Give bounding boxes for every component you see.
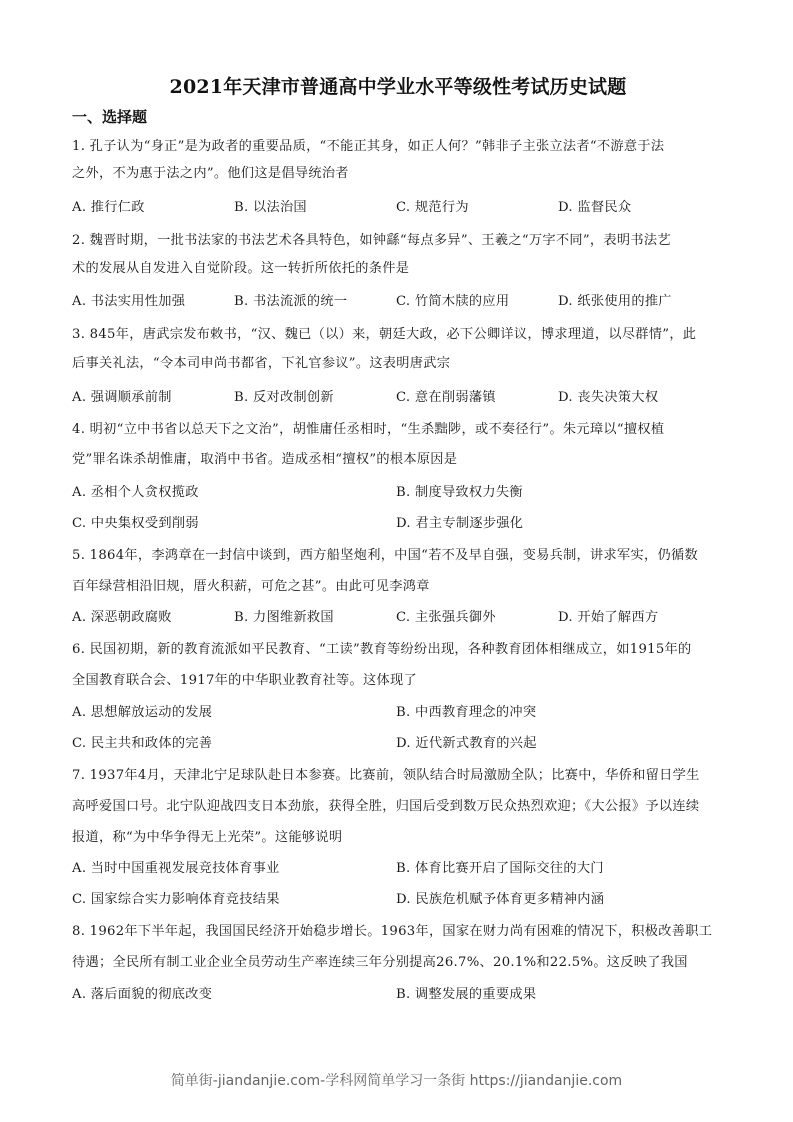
question-5-option-d: D. 开始了解西方: [558, 610, 659, 625]
question-5-line-1: 5. 1864年，李鸿章在一封信中谈到，西方船坚炮利，中国“若不及早自强，变易兵制，讲求军实，仍循数: [72, 548, 698, 563]
question-1-option-a: A. 推行仁政: [72, 200, 145, 215]
question-3-option-a: A. 强调顺承前制: [72, 390, 172, 405]
question-2-option-c: C. 竹简木牍的应用: [396, 294, 510, 309]
question-7-option-b: B. 体育比赛开启了国际交往的大门: [396, 861, 604, 876]
question-7-line-2: 高呼爱国口号。北宁队迎战四支日本劲旅，获得全胜，归国后受到数万民众热烈欢迎；《大公报》予以连续: [72, 799, 700, 814]
question-5-option-a: A. 深恶朝政腐败: [72, 610, 172, 625]
question-8-line-1: 8. 1962年下半年起，我国国民经济开始稳步增长。1963年，国家在财力尚有困难的情况下，积极改善职工: [72, 924, 713, 939]
question-3-option-c: C. 意在削弱藩镇: [396, 390, 496, 405]
page-footer-watermark: 简单街-jiandanjie.com-学科网简单学习一条街 https://jiandanjie.com: [170, 1073, 623, 1089]
question-2-option-b: B. 书法流派的统一: [234, 294, 348, 309]
question-3-line-2: 后事关礼法，“令本司申尚书都省，下礼官参议”。这表明唐武宗: [72, 356, 451, 371]
question-1-option-c: C. 规范行为: [396, 200, 469, 215]
question-6-line-2: 全国教育联合会、1917年的中华职业教育社等。这体现了: [72, 673, 417, 688]
question-7-line-1: 7. 1937年4月，天津北宁足球队赴日本参赛。比赛前，领队结合时局激励全队；比赛中，华侨和留日学生: [72, 768, 700, 783]
question-1-line-1: 1. 孔子认为“身正”是为政者的重要品质，“不能正其身，如正人何？”韩非子主张立法者“不游意于法: [72, 139, 665, 154]
question-7-option-a: A. 当时中国重视发展竞技体育事业: [72, 861, 280, 876]
question-4-option-d: D. 君主专制逐步强化: [396, 516, 524, 531]
question-7-line-3: 报道，称“为中华争得无上光荣”。这能够说明: [72, 830, 343, 845]
question-5-line-2: 百年绿营相沿旧规，厝火积薪，可危之甚”。由此可见李鸿章: [72, 579, 430, 594]
question-7-option-d: D. 民族危机赋予体育更多精神内涵: [396, 892, 605, 907]
question-5-option-b: B. 力图维新救国: [234, 610, 334, 625]
question-3-option-b: B. 反对改制创新: [234, 390, 334, 405]
question-3-option-d: D. 丧失决策大权: [558, 390, 659, 405]
question-5-option-c: C. 主张强兵御外: [396, 610, 496, 625]
question-2-option-d: D. 纸张使用的推广: [558, 294, 672, 309]
question-6-option-d: D. 近代新式教育的兴起: [396, 736, 537, 751]
question-1-line-2: 之外，不为惠于法之内”。他们这是倡导统治者: [72, 166, 349, 181]
question-1-option-b: B. 以法治国: [234, 200, 307, 215]
question-4-option-b: B. 制度导致权力失衡: [396, 485, 523, 500]
question-3-line-1: 3. 845年，唐武宗发布敕书，“汉、魏已（以）来，朝廷大政，必下公卿详议，博求理道，以尽群情”，此: [72, 327, 697, 342]
question-6-option-a: A. 思想解放运动的发展: [72, 705, 213, 720]
question-1-option-d: D. 监督民众: [558, 200, 632, 215]
question-7-option-c: C. 国家综合实力影响体育竞技结果: [72, 892, 280, 907]
question-6-line-1: 6. 民国初期，新的教育流派如平民教育、“工读”教育等纷纷出现，各种教育团体相继成立，如1915年的: [72, 642, 692, 657]
question-2-option-a: A. 书法实用性加强: [72, 294, 186, 309]
question-2-line-1: 2. 魏晋时期，一批书法家的书法艺术各具特色，如钟繇“每点多异”、王羲之“万字不同”，表明书法艺: [72, 233, 671, 248]
question-8-line-2: 待遇；全民所有制工业企业全员劳动生产率连续三年分别提高26.7%、20.1%和22.5%。这反映了我国: [72, 955, 688, 970]
question-4-line-1: 4. 明初“立中书省以总天下之文治”，胡惟庸任丞相时，“生杀黜陟，或不奏径行”。朱元璋以“擅权植: [72, 422, 665, 437]
page-title: 2021年天津市普通高中学业水平等级性考试历史试题: [169, 76, 627, 98]
question-4-line-2: 党”罪名诛杀胡惟庸，取消中书省。造成丞相“擅权”的根本原因是: [72, 452, 458, 467]
question-6-option-b: B. 中西教育理念的冲突: [396, 705, 537, 720]
question-8-option-b: B. 调整发展的重要成果: [396, 987, 537, 1002]
question-2-line-2: 术的发展从自发进入自觉阶段。这一转折所依托的条件是: [72, 261, 410, 276]
question-6-option-c: C. 民主共和政体的完善: [72, 736, 213, 751]
question-4-option-c: C. 中央集权受到削弱: [72, 516, 199, 531]
question-8-option-a: A. 落后面貌的彻底改变: [72, 987, 213, 1002]
section-heading: 一、选择题: [72, 108, 148, 126]
question-4-option-a: A. 丞相个人贪权揽政: [72, 485, 199, 500]
